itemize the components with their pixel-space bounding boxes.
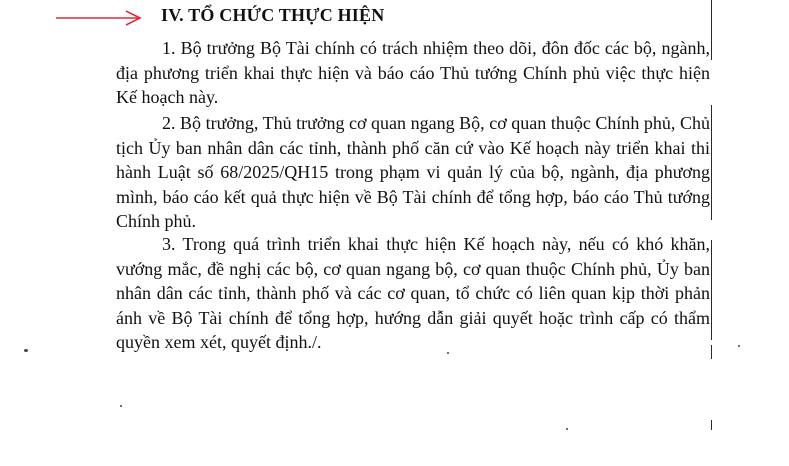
scan-speck [738, 345, 740, 347]
paragraph-2: 2. Bộ trưởng, Thủ trưởng cơ quan ngang Bộ, cơ quan thuộc Chính phủ, Chủ tịch Ủy ban nhân dân các tỉnh, thành phố căn cứ vào Kế hoạch này triển khai thi hành Luật số 68/2025/QH15 trong phạm vi quản lý của bộ, ngành, địa phương mình, báo cáo kết quả thực hiện về Bộ Tài chính để tổng hợp, báo cáo Thủ tướng Chính phủ. [116, 113, 710, 231]
scan-speck [566, 428, 568, 430]
scan-speck [447, 352, 449, 354]
scan-line [711, 0, 712, 60]
scan-speck [24, 349, 28, 352]
scan-speck [120, 405, 122, 407]
red-arrow-icon [54, 9, 144, 27]
scan-line [711, 240, 712, 340]
paragraph-3: 3. Trong quá trình triển khai thực hiện Kế hoạch này, nếu có khó khăn, vướng mắc, đề nghị các bộ, cơ quan ngang bộ, cơ quan thuộc Chính phủ, Ủy ban nhân dân các tỉnh, thành phố và các cơ quan, tổ chức có liên quan kịp thời phản ánh về Bộ Tài chính để tổng hợp, hướng dẫn giải quyết hoặc trình cấp có thẩm quyền xem xét, quyết định./. [116, 234, 710, 352]
scan-line [711, 105, 712, 220]
paragraph-1: 1. Bộ trưởng Bộ Tài chính có trách nhiệm theo dõi, đôn đốc các bộ, ngành, địa phương triển khai thực hiện và báo cáo Thủ tướng Chính phủ việc thực hiện Kế hoạch này. [116, 38, 710, 107]
scan-line [711, 345, 712, 359]
section-heading: IV. TỔ CHỨC THỰC HIỆN [161, 5, 385, 25]
scan-line [711, 420, 712, 430]
